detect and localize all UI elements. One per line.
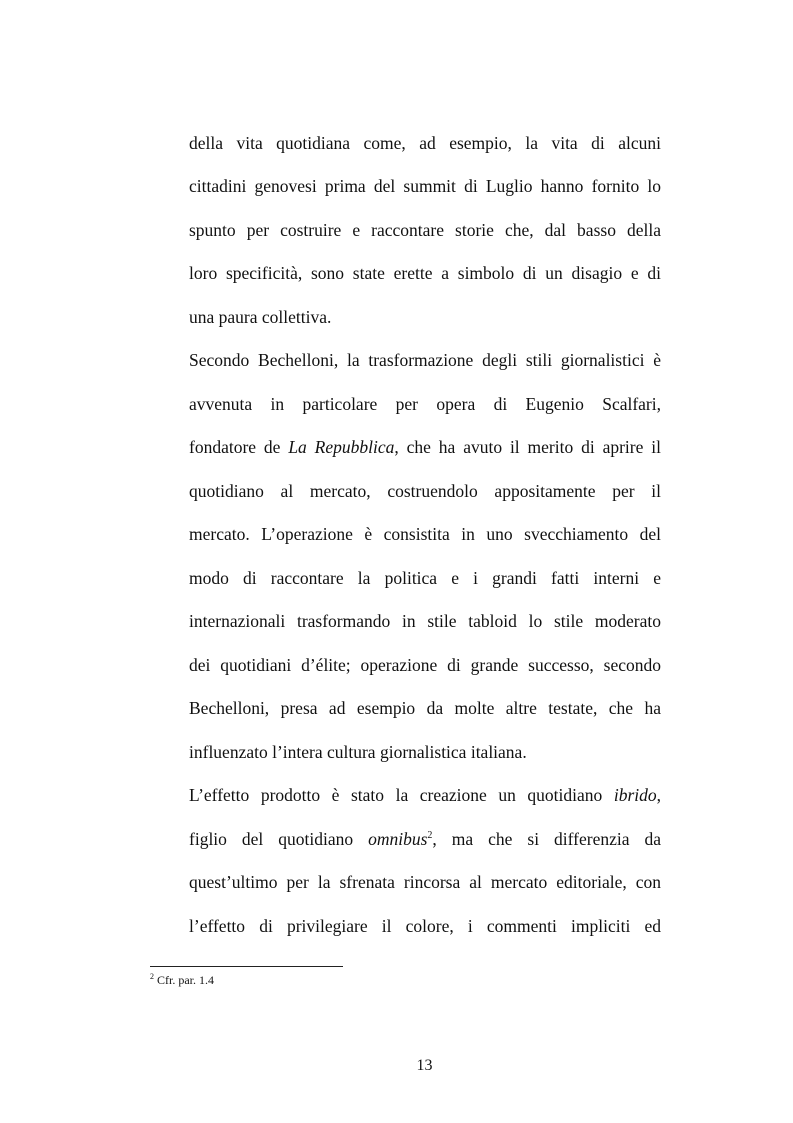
footnote-divider	[150, 966, 343, 967]
text-line: Bechelloni, presa ad esempio da molte altre testate, che ha	[189, 698, 661, 718]
text-line: cittadini genovesi prima del summit di Luglio hanno fornito lo	[189, 176, 661, 196]
line-text: L’effetto prodotto è stato la creazione un quotidiano	[189, 785, 614, 805]
line-text: ,	[656, 785, 661, 805]
text-line: quotidiano al mercato, costruendolo appositamente per il	[189, 481, 661, 501]
line-text: fondatore de	[189, 437, 289, 457]
text-line: spunto per costruire e raccontare storie che, dal basso della	[189, 220, 661, 240]
page-number: 13	[416, 1057, 433, 1074]
italic-term: ibrido	[613, 785, 657, 805]
text-line	[189, 828, 661, 850]
text-line: della vita quotidiana come, ad esempio, la vita di alcuni	[189, 133, 661, 153]
text-line: quest’ultimo per la sfrenata rincorsa al mercato editoriale, con	[189, 872, 661, 892]
text-line	[189, 436, 661, 458]
text-line: dei quotidiani d’élite; operazione di grande successo, secondo	[189, 655, 661, 675]
text-line	[189, 784, 661, 806]
line-text: , ma che si differenzia da	[432, 829, 661, 849]
footnote-reference[interactable]: 2	[427, 830, 433, 842]
text-line: avvenuta in particolare per opera di Eugenio Scalfari,	[189, 394, 661, 414]
italic-title: La Repubblica	[288, 437, 395, 457]
footnote	[150, 973, 214, 988]
italic-term: omnibus	[368, 829, 428, 849]
text-line: influenzato l’intera cultura giornalistica italiana.	[189, 742, 527, 762]
text-line: modo di raccontare la politica e i grandi fatti interni e	[189, 568, 661, 588]
line-text: , che ha avuto il merito di aprire il	[394, 437, 661, 457]
text-line: mercato. L’operazione è consistita in uno svecchiamento del	[189, 524, 661, 544]
text-line: l’effetto di privilegiare il colore, i commenti impliciti ed	[189, 916, 661, 936]
text-line: internazionali trasformando in stile tabloid lo stile moderato	[189, 611, 661, 631]
text-line: loro specificità, sono state erette a simbolo di un disagio e di	[189, 263, 661, 283]
text-line: una paura collettiva.	[189, 307, 332, 327]
footnote-marker: 2	[150, 972, 154, 981]
text-line: Secondo Bechelloni, la trasformazione degli stili giornalistici è	[189, 350, 661, 370]
line-text: figlio del quotidiano	[189, 829, 369, 849]
footnote-text: Cfr. par. 1.4	[157, 973, 214, 987]
